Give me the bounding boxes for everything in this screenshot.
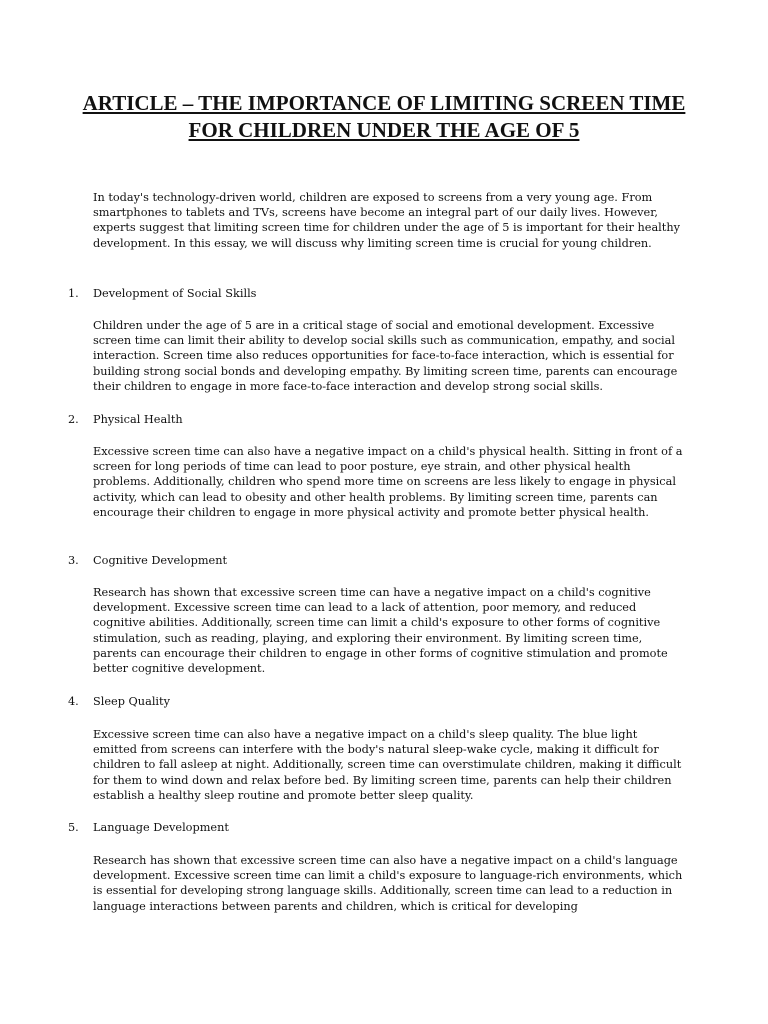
section-title: Sleep Quality [93,695,170,708]
section-number: 1. [68,287,79,300]
section-title: Cognitive Development [93,554,228,567]
section-body-5: Research has shown that excessive screen time can also have a negative impact on a child's language development. Excessive screen time can limit a child's exposure to language-rich environments, which is essential for developing strong language skills. Additionally, screen time can lead to a reduction in language interactions between parents and children, which is critical for developing [93,854,683,913]
section-title: Development of Social Skills [93,287,257,300]
section-body-4: Excessive screen time can also have a negative impact on a child's sleep quality. The blue light emitted from screens can interfere with the body's natural sleep-wake cycle, making it difficult for children to fall asleep at night. Additionally, screen time can overstimulate children, making it difficult for them to wind down and relax before bed. By limiting screen time, parents can help their children establish a healthy sleep routine and promote better sleep quality. [93,728,682,802]
intro-paragraph: In today's technology-driven world, children are exposed to screens from a very young age. From smartphones to tablets and TVs, screens have become an integral part of our daily lives. However, experts suggest that limiting screen time for children under the age of 5 is important for their healthy development. In this essay, we will discuss why limiting screen time is crucial for young children. [93,191,680,250]
document-title: ARTICLE – THE IMPORTANCE OF LIMITING SCREEN TIME FOR CHILDREN UNDER THE AGE OF 5 [82,91,686,142]
section-body-3: Research has shown that excessive screen time can have a negative impact on a child's cognitive development. Excessive screen time can lead to a lack of attention, poor memory, and reduced cognitive abilities. Additionally, screen time can limit a child's exposure to other forms of cognitive stimulation, such as reading, playing, and exploring their environment. By limiting screen time, parents can encourage their children to engage in other forms of cognitive stimulation and promote better cognitive development. [93,586,668,676]
section-body-2: Excessive screen time can also have a negative impact on a child's physical health. Sitting in front of a screen for long periods of time can lead to poor posture, eye strain, and other physical health problems. Additionally, children who spend more time on screens are less likely to engage in physical activity, which can lead to obesity and other health problems. By limiting screen time, parents can encourage their children to engage in more physical activity and promote better physical health. [93,445,683,519]
section-title: Physical Health [93,413,183,426]
section-body-1: Children under the age of 5 are in a critical stage of social and emotional development. Excessive screen time can limit their ability to develop social skills such as communication, empathy, and social interaction. Screen time also reduces opportunities for face-to-face interaction, which is essential for building strong social bonds and developing empathy. By limiting screen time, parents can encourage their children to engage in more face-to-face interaction and develop strong social skills. [93,319,678,393]
section-number: 5. [68,821,79,834]
section-number: 4. [68,695,79,708]
section-number: 3. [68,554,79,567]
section-title: Language Development [93,821,229,834]
section-number: 2. [68,413,79,426]
